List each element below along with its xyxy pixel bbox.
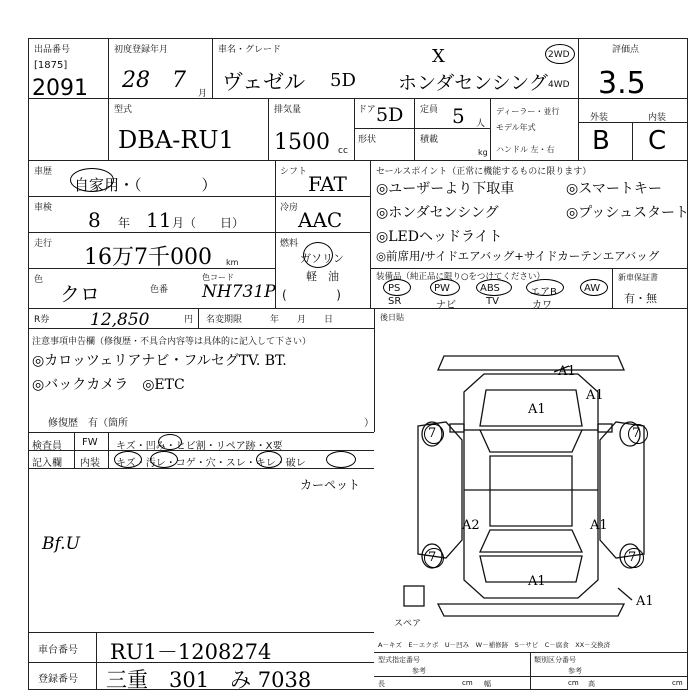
mileage: 16万7千000: [84, 245, 212, 270]
score: 3.5: [598, 66, 646, 101]
mark-circle: [424, 548, 444, 568]
fw-items: キズ・凹み・ヒビ割・リペア跡・X要: [116, 441, 283, 452]
repair-label: 修復歴 有（箇所: [48, 418, 128, 429]
divider: [578, 38, 579, 160]
fw-label: FW: [82, 437, 98, 448]
inspector-label: 検査員: [32, 441, 62, 452]
capacity-label: 定員: [420, 105, 439, 115]
door-label: ドア: [358, 105, 376, 115]
mark-circle: [624, 548, 644, 568]
reg-year: 28: [122, 68, 150, 93]
divider: [354, 128, 490, 129]
damage-mark: 7: [428, 426, 437, 441]
equip-tv: TV: [486, 296, 499, 307]
history-label: 車歴: [34, 167, 53, 177]
displacement-label: 排気量: [274, 105, 302, 115]
fuel-gas: ガソリン: [300, 252, 344, 265]
divider: [28, 632, 374, 633]
plate-label: 登録番号: [38, 674, 78, 685]
divider: [28, 328, 374, 329]
drive-2wd-circle: [545, 44, 575, 64]
equip-pw: PW: [434, 283, 450, 294]
divider: [198, 308, 199, 328]
check-circle: [326, 451, 356, 468]
divider: [374, 676, 688, 677]
name-label: 車名・グレード: [218, 45, 282, 55]
person-unit: 人: [476, 119, 486, 129]
divider: [530, 652, 531, 690]
color-code: NH731P: [202, 282, 276, 302]
mark-circle: [628, 424, 648, 444]
selling-points-title: セールスポイント（正常に機能するものに限ります）: [376, 167, 592, 177]
chassis-value: RU1－1208274: [110, 640, 272, 664]
drive-2wd: 2WD: [548, 50, 570, 60]
fuel-gas-circle: [303, 242, 333, 268]
equip-abs: ABS: [480, 283, 500, 294]
interior-label: 内装: [80, 458, 100, 469]
reg-year-label: 初度登録年月: [114, 45, 169, 55]
insp-year: 8: [88, 208, 101, 232]
ac-value: AAC: [298, 208, 343, 232]
score-label: 評価点: [612, 45, 640, 55]
damage-mark: A1: [636, 594, 654, 609]
equip-navi: ナビ: [436, 300, 456, 311]
cm-unit: cm: [462, 679, 473, 687]
door-value: 5D: [376, 104, 404, 126]
divider: [632, 122, 633, 160]
divider: [414, 98, 415, 160]
recycle-label: R券: [34, 315, 50, 325]
warranty-value: 有・無: [624, 292, 657, 305]
car-name: ヴェゼル: [222, 70, 306, 94]
damage-mark: A1: [528, 402, 546, 417]
damage-mark: 7: [632, 426, 641, 441]
divider: [275, 196, 370, 197]
cm-unit: cm: [672, 679, 683, 687]
inspection-label: 車検: [34, 203, 53, 213]
warranty-label: 新車保証書: [618, 273, 658, 282]
model-year-label: モデル年式: [496, 123, 536, 132]
equipment-title: 装備品（純正品に限り○をつけてください）: [376, 272, 545, 282]
color-no-label: 色番: [150, 285, 169, 295]
grade-x: X: [432, 46, 445, 67]
divider: [28, 160, 688, 161]
month-unit: 月: [198, 89, 208, 99]
km-unit: km: [226, 258, 239, 267]
cc-unit: cc: [338, 146, 348, 156]
color: クロ: [60, 282, 100, 306]
divider: [28, 308, 688, 309]
selling-point: ◎プッシュスタート: [566, 205, 689, 221]
mark-circle: [424, 424, 444, 444]
fuel-label: 燃料: [280, 239, 299, 249]
selling-point: ◎LEDヘッドライト: [376, 229, 503, 245]
legend-type-no: 型式指定番号: [378, 656, 420, 664]
lot-label: 出品番号: [34, 45, 71, 55]
color-label: 色: [34, 275, 44, 285]
equip-circle: [476, 279, 512, 296]
equip-leather: カワ: [532, 300, 552, 311]
ac-label: 冷房: [280, 203, 299, 213]
plate-value: 三重 301 み 7038: [106, 668, 312, 692]
spare-label: スペア: [394, 619, 422, 629]
selling-point: ◎ホンダセンシング: [376, 205, 499, 221]
type-label: 型式: [114, 105, 133, 115]
grade: ホンダセンシング: [398, 72, 548, 94]
recycle-value: 12,850: [90, 310, 150, 330]
model-code: DBA-RU1: [118, 126, 234, 154]
car-doors: 5D: [330, 70, 356, 91]
fuel-diesel: 軽 油: [306, 270, 339, 283]
cm-unit: cm: [568, 679, 579, 687]
recycle-unit: 円: [184, 315, 194, 325]
name-change-value: 年 月 日: [270, 315, 334, 325]
divider: [28, 196, 275, 197]
equip-aw: AW: [584, 283, 601, 294]
fuel-paren: ( ): [282, 288, 341, 302]
divider: [28, 98, 688, 99]
damage-mark: 7: [428, 550, 437, 565]
shift-label: シフト: [280, 167, 308, 177]
kg-unit: kg: [478, 148, 488, 157]
divider: [108, 38, 109, 160]
reference-label: 参考: [568, 667, 582, 675]
shift-value: FAT: [308, 172, 347, 196]
divider: [612, 268, 613, 308]
handle-label: ハンドル 左・右: [496, 145, 555, 154]
year-unit: 年: [118, 216, 131, 230]
color-code-label: 色コード: [202, 273, 234, 282]
divider: [212, 38, 213, 98]
legend-class-no: 類別区分番号: [534, 656, 576, 664]
damage-mark: A1: [590, 518, 608, 533]
divider: [268, 98, 269, 160]
divider: [28, 432, 374, 433]
check-circle: [256, 451, 282, 468]
mileage-label: 走行: [34, 239, 53, 249]
divider: [354, 98, 355, 160]
selling-point: ◎ユーザーより下取車: [376, 181, 515, 197]
displacement: 1500: [274, 130, 330, 155]
chassis-label: 車台番号: [38, 645, 78, 656]
divider: [108, 432, 109, 468]
lot-number: 2091: [32, 76, 88, 101]
equip-circle: [430, 279, 460, 296]
drive-4wd: 4WD: [548, 80, 570, 90]
ext-label: 外装: [590, 113, 609, 123]
ext-grade: B: [592, 126, 610, 156]
damage-mark: 7: [628, 550, 637, 565]
equip-ps: PS: [388, 283, 401, 294]
length-label: 長: [378, 680, 385, 688]
check-circle: [114, 451, 142, 468]
handwritten-note: Bf.U: [42, 534, 80, 554]
notes-title: 注意事項申告欄（修復歴・不具合内容等は具体的に記入して下さい）: [32, 337, 312, 347]
int-label: 内装: [648, 113, 667, 123]
equip-circle: [526, 279, 564, 296]
history-value: 自家用・（ ）: [74, 176, 217, 194]
repair-close: ）: [364, 418, 374, 429]
insp-month-unit: 月（ 日）: [172, 216, 245, 230]
divider: [374, 652, 688, 653]
selling-point: ◎スマートキー: [566, 181, 662, 197]
divider: [275, 232, 370, 233]
interior-items: キズ・汚レ・コゲ・穴・スレ・キレ・破レ: [116, 458, 306, 469]
lot-sub: [1875]: [34, 60, 68, 71]
check-circle: [158, 434, 182, 450]
check-circle: [150, 451, 178, 468]
damage-mark: A1: [558, 364, 576, 379]
after-label: 後日貼: [380, 313, 404, 322]
equip-sr: SR: [388, 296, 402, 307]
damage-mark: A1: [528, 574, 546, 589]
capacity: 5: [452, 104, 465, 128]
reg-month: 7: [172, 68, 186, 93]
shape-label: 形状: [358, 135, 377, 145]
divider: [28, 232, 275, 233]
name-change-label: 名変期限: [206, 315, 243, 325]
history-circle: [70, 168, 114, 192]
divider: [490, 98, 491, 160]
insp-month: 11: [146, 208, 172, 232]
dealer-label: ディーラー・並行: [496, 107, 560, 116]
damage-mark: A1: [586, 388, 604, 403]
notes-line2: ◎バックカメラ ◎ETC: [32, 377, 185, 393]
carpet-note: カーペット: [300, 478, 361, 492]
int-grade: C: [648, 126, 667, 156]
height-label: 高: [588, 680, 595, 688]
load-label: 積載: [420, 135, 439, 145]
equip-circle: [580, 279, 608, 296]
reference-label: 参考: [412, 667, 426, 675]
divider: [370, 160, 371, 308]
notes-line1: ◎カロッツェリアナビ・フルセグTV. BT.: [32, 353, 287, 369]
equip-circle: [383, 279, 411, 296]
width-label: 幅: [484, 680, 491, 688]
selling-point: ◎前席用/サイドエアバッグ+サイドカーテンエアバッグ: [376, 249, 660, 263]
divider: [370, 268, 688, 269]
divider: [74, 432, 75, 468]
divider: [96, 632, 97, 690]
damage-mark: A2: [462, 518, 480, 533]
record-label: 記入欄: [32, 458, 62, 469]
equip-airbag: エアB: [530, 287, 557, 298]
legend-damage-codes: A－キズ E－エクボ U－凹み W－補修跡 S－サビ C－腐食 XX－交換済: [378, 641, 611, 649]
